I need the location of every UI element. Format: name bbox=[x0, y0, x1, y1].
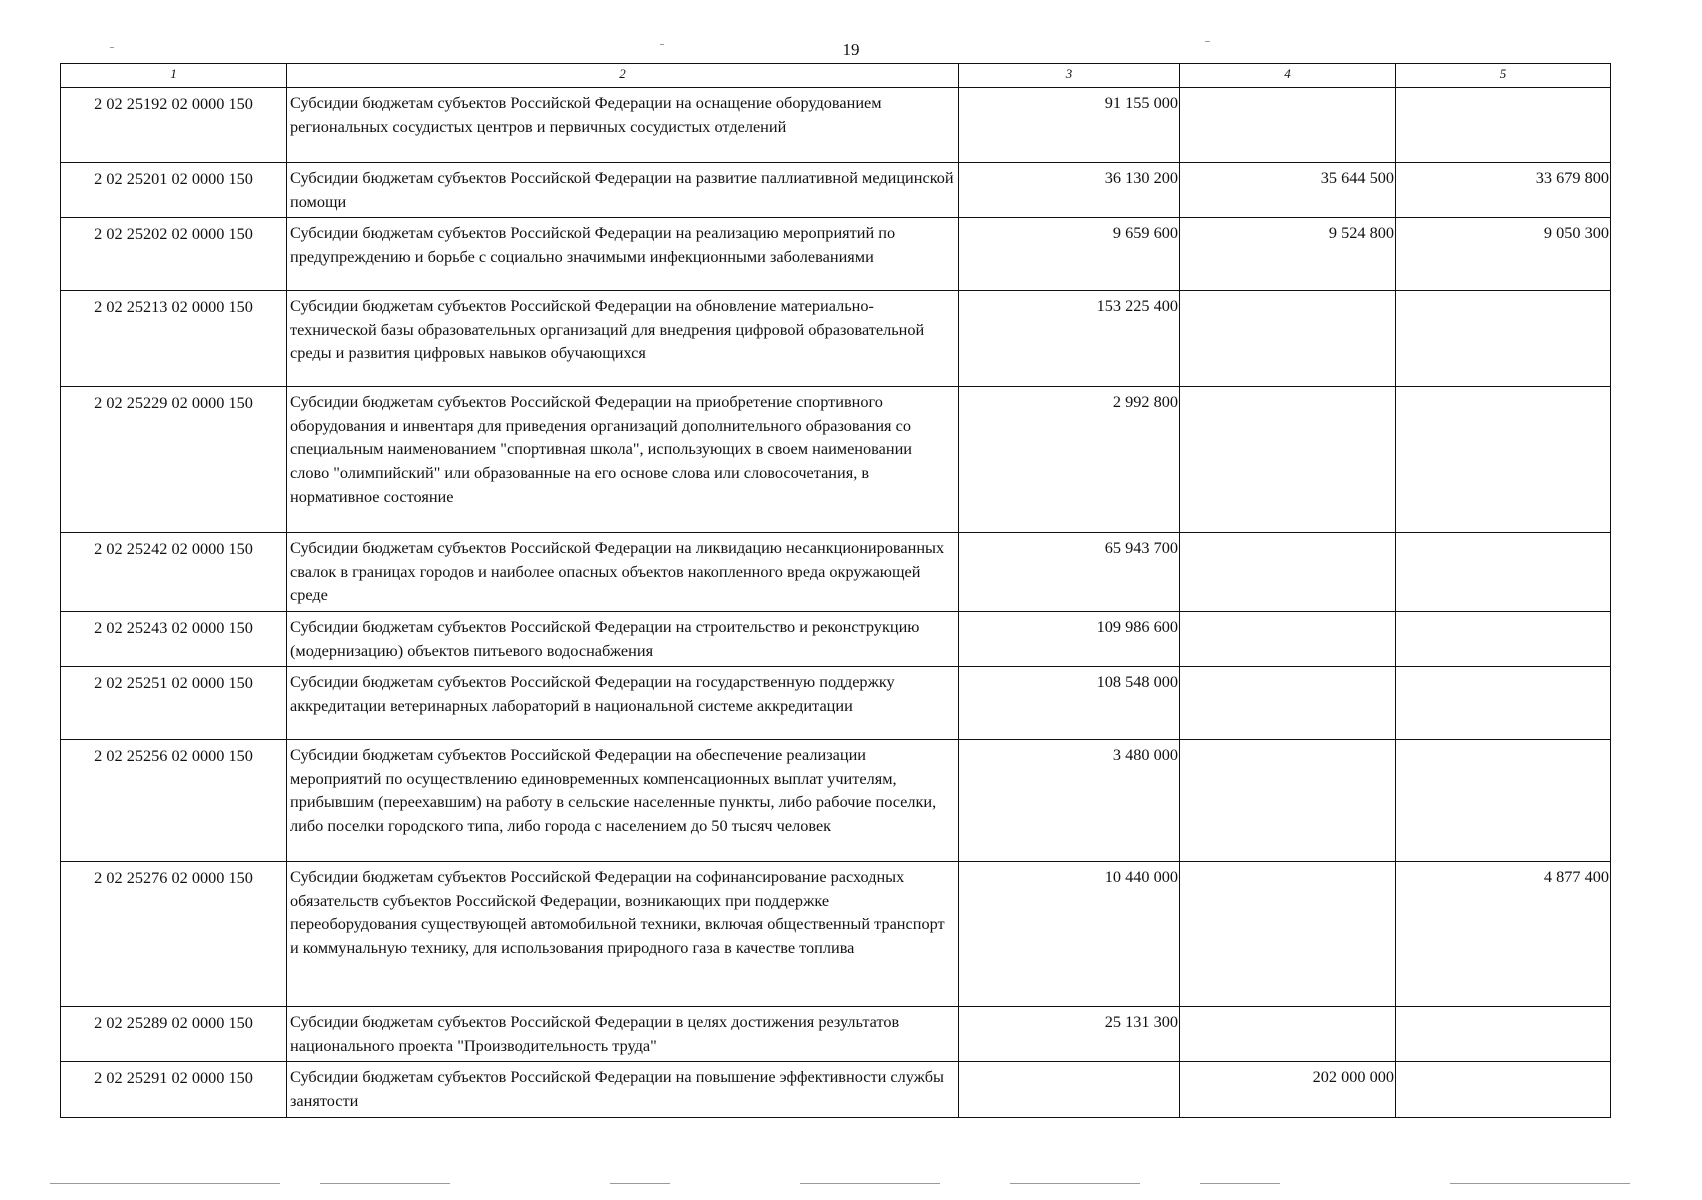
column-header-3: 3 bbox=[959, 64, 1180, 88]
column-header-2: 2 bbox=[287, 64, 959, 88]
budget-code: 2 02 25202 02 0000 150 bbox=[61, 218, 287, 291]
amount-col3: 9 659 600 bbox=[959, 218, 1180, 291]
amount-col4 bbox=[1180, 291, 1396, 387]
subsidy-description: Субсидии бюджетам субъектов Российской Федерации в целях достижения результатов национального проекта "Производительность труда" bbox=[287, 1007, 959, 1062]
page-number: 19 bbox=[842, 40, 860, 59]
subsidy-description: Субсидии бюджетам субъектов Российской Федерации на обновление материально-технической базы образовательных организаций для внедрения цифровой образовательной среды и развития цифровых навыков обучающихся bbox=[287, 291, 959, 387]
amount-col5 bbox=[1396, 533, 1611, 612]
amount-col5 bbox=[1396, 291, 1611, 387]
amount-col4 bbox=[1180, 611, 1396, 666]
table-row bbox=[61, 218, 1611, 291]
amount-col3 bbox=[959, 1062, 1180, 1117]
amount-col5 bbox=[1396, 387, 1611, 533]
table-row bbox=[61, 667, 1611, 740]
amount-col4: 9 524 800 bbox=[1180, 218, 1396, 291]
subsidy-description: Субсидии бюджетам субъектов Российской Федерации на реализацию мероприятий по предупреждению и борьбе с социально значимыми инфекционными заболеваниями bbox=[287, 218, 959, 291]
amount-col4: 35 644 500 bbox=[1180, 163, 1396, 218]
amount-col5: 9 050 300 bbox=[1396, 218, 1611, 291]
budget-code: 2 02 25291 02 0000 150 bbox=[61, 1062, 287, 1117]
budget-table bbox=[60, 63, 1611, 1118]
amount-col5 bbox=[1396, 88, 1611, 163]
subsidy-description: Субсидии бюджетам субъектов Российской Федерации на развитие паллиативной медицинской помощи bbox=[287, 163, 959, 218]
amount-col3: 109 986 600 bbox=[959, 611, 1180, 666]
subsidy-description: Субсидии бюджетам субъектов Российской Федерации на государственную поддержку аккредитации ветеринарных лабораторий в национальной системе аккредитации bbox=[287, 667, 959, 740]
table-row bbox=[61, 163, 1611, 218]
scan-artifact bbox=[800, 1183, 940, 1184]
amount-col5: 4 877 400 bbox=[1396, 862, 1611, 1007]
amount-col5 bbox=[1396, 740, 1611, 862]
budget-code: 2 02 25201 02 0000 150 bbox=[61, 163, 287, 218]
amount-col4: 202 000 000 bbox=[1180, 1062, 1396, 1117]
subsidy-description: Субсидии бюджетам субъектов Российской Федерации на софинансирование расходных обязательств субъектов Российской Федерации, возникающих при поддержке переоборудования существующей автомобильной техники, включая общественный транспорт и коммунальную технику, для использования природного газа в качестве топлива bbox=[287, 862, 959, 1007]
subsidy-description: Субсидии бюджетам субъектов Российской Федерации на приобретение спортивного оборудования и инвентаря для приведения организаций дополнительного образования со специальным наименованием "спортивная школа", использующих в своем наименовании слово "олимпийский" или образованные на его основе слова или словосочетания, в нормативное состояние bbox=[287, 387, 959, 533]
column-header-1: 1 bbox=[61, 64, 287, 88]
subsidy-description: Субсидии бюджетам субъектов Российской Федерации на повышение эффективности службы занятости bbox=[287, 1062, 959, 1117]
budget-code: 2 02 25256 02 0000 150 bbox=[61, 740, 287, 862]
subsidy-description: Субсидии бюджетам субъектов Российской Федерации на оснащение оборудованием региональных сосудистых центров и первичных сосудистых отделений bbox=[287, 88, 959, 163]
column-number-row bbox=[61, 64, 1611, 88]
table-row bbox=[61, 611, 1611, 666]
amount-col5 bbox=[1396, 1007, 1611, 1062]
amount-col3: 91 155 000 bbox=[959, 88, 1180, 163]
table-row bbox=[61, 1007, 1611, 1062]
amount-col3: 108 548 000 bbox=[959, 667, 1180, 740]
subsidy-description: Субсидии бюджетам субъектов Российской Федерации на обеспечение реализации мероприятий по осуществлению единовременных компенсационных выплат учителям, прибывшим (переехавшим) на работу в сельские населенные пункты, либо рабочие поселки, либо поселки городского типа, либо города с населением до 50 тысяч человек bbox=[287, 740, 959, 862]
amount-col5 bbox=[1396, 667, 1611, 740]
amount-col4 bbox=[1180, 1007, 1396, 1062]
table-row bbox=[61, 88, 1611, 163]
amount-col5 bbox=[1396, 611, 1611, 666]
amount-col5 bbox=[1396, 1062, 1611, 1117]
budget-code: 2 02 25192 02 0000 150 bbox=[61, 88, 287, 163]
budget-code: 2 02 25289 02 0000 150 bbox=[61, 1007, 287, 1062]
column-header-5: 5 bbox=[1396, 64, 1611, 88]
amount-col4 bbox=[1180, 533, 1396, 612]
column-header-4: 4 bbox=[1180, 64, 1396, 88]
amount-col3: 65 943 700 bbox=[959, 533, 1180, 612]
amount-col4 bbox=[1180, 862, 1396, 1007]
budget-code: 2 02 25243 02 0000 150 bbox=[61, 611, 287, 666]
amount-col5: 33 679 800 bbox=[1396, 163, 1611, 218]
table-row bbox=[61, 740, 1611, 862]
amount-col3: 25 131 300 bbox=[959, 1007, 1180, 1062]
table-row bbox=[61, 1062, 1611, 1117]
table-row bbox=[61, 291, 1611, 387]
scan-artifact bbox=[320, 1183, 450, 1184]
scan-artifact bbox=[610, 1183, 670, 1184]
amount-col4 bbox=[1180, 667, 1396, 740]
amount-col3: 36 130 200 bbox=[959, 163, 1180, 218]
budget-code: 2 02 25213 02 0000 150 bbox=[61, 291, 287, 387]
table-row bbox=[61, 533, 1611, 612]
amount-col4 bbox=[1180, 88, 1396, 163]
budget-code: 2 02 25251 02 0000 150 bbox=[61, 667, 287, 740]
scan-artifact bbox=[50, 1183, 280, 1184]
scan-artifact bbox=[1450, 1183, 1630, 1184]
budget-code: 2 02 25242 02 0000 150 bbox=[61, 533, 287, 612]
table-row bbox=[61, 862, 1611, 1007]
scan-artifact bbox=[1200, 1183, 1280, 1184]
amount-col3: 153 225 400 bbox=[959, 291, 1180, 387]
amount-col4 bbox=[1180, 740, 1396, 862]
table-row bbox=[61, 387, 1611, 533]
amount-col4 bbox=[1180, 387, 1396, 533]
subsidy-description: Субсидии бюджетам субъектов Российской Федерации на строительство и реконструкцию (модернизацию) объектов питьевого водоснабжения bbox=[287, 611, 959, 666]
subsidy-description: Субсидии бюджетам субъектов Российской Федерации на ликвидацию несанкционированных свалок в границах городов и наиболее опасных объектов накопленного вреда окружающей среде bbox=[287, 533, 959, 612]
amount-col3: 3 480 000 bbox=[959, 740, 1180, 862]
scan-artifact bbox=[1010, 1183, 1140, 1184]
budget-code: 2 02 25276 02 0000 150 bbox=[61, 862, 287, 1007]
amount-col3: 10 440 000 bbox=[959, 862, 1180, 1007]
amount-col3: 2 992 800 bbox=[959, 387, 1180, 533]
budget-code: 2 02 25229 02 0000 150 bbox=[61, 387, 287, 533]
